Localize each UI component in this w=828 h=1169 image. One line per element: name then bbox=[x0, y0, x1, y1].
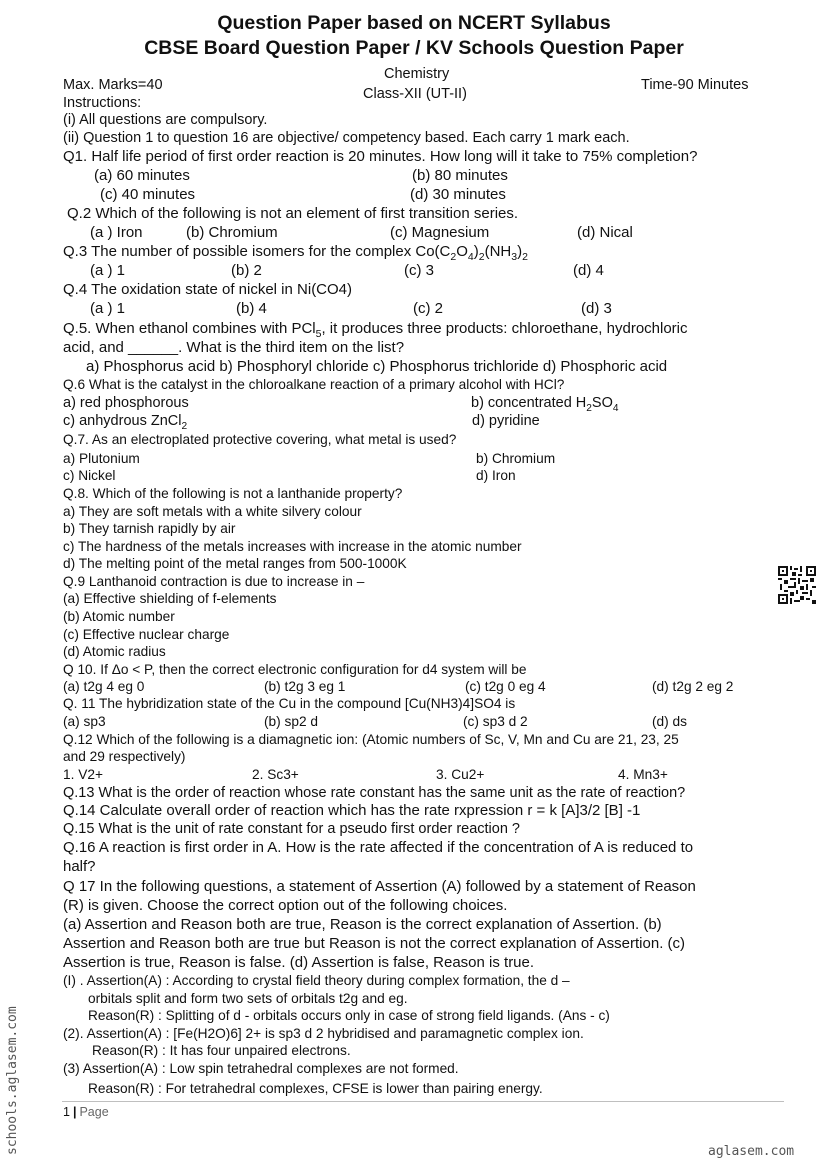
q7-option-a: a) Plutonium bbox=[63, 451, 140, 466]
question-4: Q.4 The oxidation state of nickel in Ni(CO4) bbox=[63, 281, 353, 298]
q17-item-2-assertion: (2). Assertion(A) : [Fe(H2O)6] 2+ is sp3 d 2 hybridised and paramagnetic complex ion. bbox=[63, 1026, 584, 1041]
q7-option-d: d) Iron bbox=[476, 468, 516, 483]
question-16-line2: half? bbox=[63, 858, 96, 875]
site-watermark-vertical: schools.aglasem.com bbox=[5, 1006, 20, 1155]
q3-option-d: (d) 4 bbox=[573, 262, 604, 279]
q10-option-a: (a) t2g 4 eg 0 bbox=[63, 679, 145, 694]
q1-option-c: (c) 40 minutes bbox=[100, 186, 196, 203]
q12-option-3: 3. Cu2+ bbox=[436, 767, 485, 782]
q9-option-a: (a) Effective shielding of f-elements bbox=[63, 591, 277, 606]
q7-option-b: b) Chromium bbox=[476, 451, 556, 466]
q11-option-b: (b) sp2 d bbox=[264, 714, 319, 729]
page-number: 1 | Page bbox=[63, 1105, 109, 1119]
question-8: Q.8. Which of the following is not a lanthanide property? bbox=[63, 486, 403, 501]
q4-option-d: (d) 3 bbox=[581, 300, 612, 317]
question-10: Q 10. If Δo < P, then the correct electronic configuration for d4 system will be bbox=[63, 662, 527, 677]
q3-option-b: (b) 2 bbox=[231, 262, 262, 279]
q17-item-1-reason: Reason(R) : Splitting of d - orbitals occurs only in case of strong field ligands. (Ans - c) bbox=[88, 1008, 610, 1023]
question-17-line2: (R) is given. Choose the correct option out of the following choices. bbox=[63, 897, 508, 914]
q6-option-d: d) pyridine bbox=[472, 413, 540, 429]
question-3: Q.3 The number of possible isomers for the complex $Co(C_2O_4)_2(NH_3)_2$ bbox=[63, 243, 528, 263]
q5-options: a) Phosphorus acid b) Phosphoryl chloride c) Phosphorus trichloride d) Phosphoric acid bbox=[86, 358, 668, 375]
q4-option-b: (b) 4 bbox=[236, 300, 267, 317]
q11-option-a: (a) sp3 bbox=[63, 714, 106, 729]
q11-option-d: (d) ds bbox=[652, 714, 687, 729]
question-17-line1: Q 17 In the following questions, a statement of Assertion (A) followed by a statement of Reason bbox=[63, 878, 696, 895]
q10-option-d: (d) t2g 2 eg 2 bbox=[652, 679, 734, 694]
q17-item-3-assertion: (3) Assertion(A) : Low spin tetrahedral complexes are not formed. bbox=[63, 1061, 459, 1076]
q8-option-d: d) The melting point of the metal ranges from 500-1000K bbox=[63, 556, 407, 571]
question-14: Q.14 Calculate overall order of reaction which has the rate rxpression r = k [A]3/2 [B] -1 bbox=[63, 802, 641, 819]
question-15: Q.15 What is the unit of rate constant for a pseudo first order reaction ? bbox=[63, 821, 520, 837]
q2-option-d: (d) Nical bbox=[577, 224, 633, 241]
q2-option-b: (b) Chromium bbox=[186, 224, 278, 241]
q17-item-2-reason: Reason(R) : It has four unpaired electrons. bbox=[92, 1043, 351, 1058]
q8-option-b: b) They tarnish rapidly by air bbox=[63, 521, 236, 536]
class-label: Class-XII (UT-II) bbox=[363, 86, 467, 102]
q4-option-c: (c) 2 bbox=[413, 300, 443, 317]
question-16-line1: Q.16 A reaction is first order in A. How is the rate affected if the concentration of A is reduced to bbox=[63, 839, 694, 856]
question-17-line4: Assertion and Reason both are true but Reason is not the correct explanation of Assertion. (c) bbox=[63, 935, 686, 952]
q9-option-b: (b) Atomic number bbox=[63, 609, 175, 624]
question-17-line3: (a) Assertion and Reason both are true, Reason is the correct explanation of Assertion. (b) bbox=[63, 916, 662, 933]
time-allowed: Time-90 Minutes bbox=[641, 77, 749, 93]
max-marks: Max. Marks=40 bbox=[63, 77, 163, 93]
q1-option-b: (b) 80 minutes bbox=[412, 167, 508, 184]
question-12-line1: Q.12 Which of the following is a diamagnetic ion: (Atomic numbers of Sc, V, Mn and Cu are 21, 23, 25 bbox=[63, 732, 679, 747]
paper-title-line1: Question Paper based on NCERT Syllabus bbox=[217, 12, 611, 34]
q9-option-d: (d) Atomic radius bbox=[63, 644, 166, 659]
q17-item-1-assertion: (I) . Assertion(A) : According to crystal field theory during complex formation, the d – bbox=[63, 973, 570, 988]
question-13: Q.13 What is the order of reaction whose rate constant has the same unit as the rate of reaction? bbox=[63, 785, 686, 801]
q1-option-d: (d) 30 minutes bbox=[410, 186, 506, 203]
q11-option-c: (c) sp3 d 2 bbox=[463, 714, 528, 729]
q2-option-a: (a ) Iron bbox=[90, 224, 143, 241]
question-6: Q.6 What is the catalyst in the chloroalkane reaction of a primary alcohol with HCl? bbox=[63, 377, 565, 392]
q12-option-1: 1. V2+ bbox=[63, 767, 103, 782]
instructions-label: Instructions: bbox=[63, 95, 142, 111]
paper-title-line2: CBSE Board Question Paper / KV Schools Question Paper bbox=[144, 37, 684, 59]
site-watermark: aglasem.com bbox=[708, 1144, 795, 1159]
question-1: Q1. Half life period of first order reaction is 20 minutes. How long will it take to 75% completion? bbox=[63, 148, 698, 165]
q7-option-c: c) Nickel bbox=[63, 468, 116, 483]
q10-option-c: (c) t2g 0 eg 4 bbox=[465, 679, 546, 694]
question-2: Q.2 Which of the following is not an element of first transition series. bbox=[67, 205, 519, 222]
question-9: Q.9 Lanthanoid contraction is due to increase in – bbox=[63, 574, 365, 589]
question-11: Q. 11 The hybridization state of the Cu in the compound [Cu(NH3)4]SO4 is bbox=[63, 696, 516, 711]
q6-option-a: a) red phosphorous bbox=[63, 395, 189, 411]
subject: Chemistry bbox=[384, 66, 450, 82]
instruction-2: (ii) Question 1 to question 16 are objective/ competency based. Each carry 1 mark each. bbox=[63, 130, 630, 146]
question-7: Q.7. As an electroplated protective covering, what metal is used? bbox=[63, 432, 457, 447]
q2-option-c: (c) Magnesium bbox=[390, 224, 490, 241]
q8-option-a: a) They are soft metals with a white silvery colour bbox=[63, 504, 362, 519]
q6-option-c: c) anhydrous ZnCl$_2$ bbox=[63, 413, 188, 432]
question-12-line2: and 29 respectively) bbox=[63, 749, 186, 764]
q6-option-b: b) concentrated $H_2SO_4$ bbox=[471, 395, 619, 414]
instruction-1: (i) All questions are compulsory. bbox=[63, 112, 268, 128]
q17-item-1-assertion-cont: orbitals split and form two sets of orbitals t2g and eg. bbox=[88, 991, 408, 1006]
q3-option-c: (c) 3 bbox=[404, 262, 434, 279]
q17-item-3-reason: Reason(R) : For tetrahedral complexes, CFSE is lower than pairing energy. bbox=[88, 1081, 543, 1096]
q12-option-2: 2. Sc3+ bbox=[252, 767, 299, 782]
question-17-line5: Assertion is true, Reason is false. (d) Assertion is false, Reason is true. bbox=[63, 954, 535, 971]
q10-option-b: (b) t2g 3 eg 1 bbox=[264, 679, 346, 694]
question-5-line2: acid, and ______. What is the third item on the list? bbox=[63, 339, 405, 356]
q8-option-c: c) The hardness of the metals increases with increase in the atomic number bbox=[63, 539, 522, 554]
q9-option-c: (c) Effective nuclear charge bbox=[63, 627, 230, 642]
q12-option-4: 4. Mn3+ bbox=[618, 767, 668, 782]
question-5-line1: Q.5. When ethanol combines with PCl$_5$, it produces three products: chloroethane, hydrochloric bbox=[63, 320, 688, 340]
q4-option-a: (a ) 1 bbox=[90, 300, 126, 317]
q1-option-a: (a) 60 minutes bbox=[94, 167, 190, 184]
footer-divider bbox=[62, 1101, 784, 1102]
qr-code-icon bbox=[778, 566, 816, 604]
q3-option-a: (a ) 1 bbox=[90, 262, 126, 279]
